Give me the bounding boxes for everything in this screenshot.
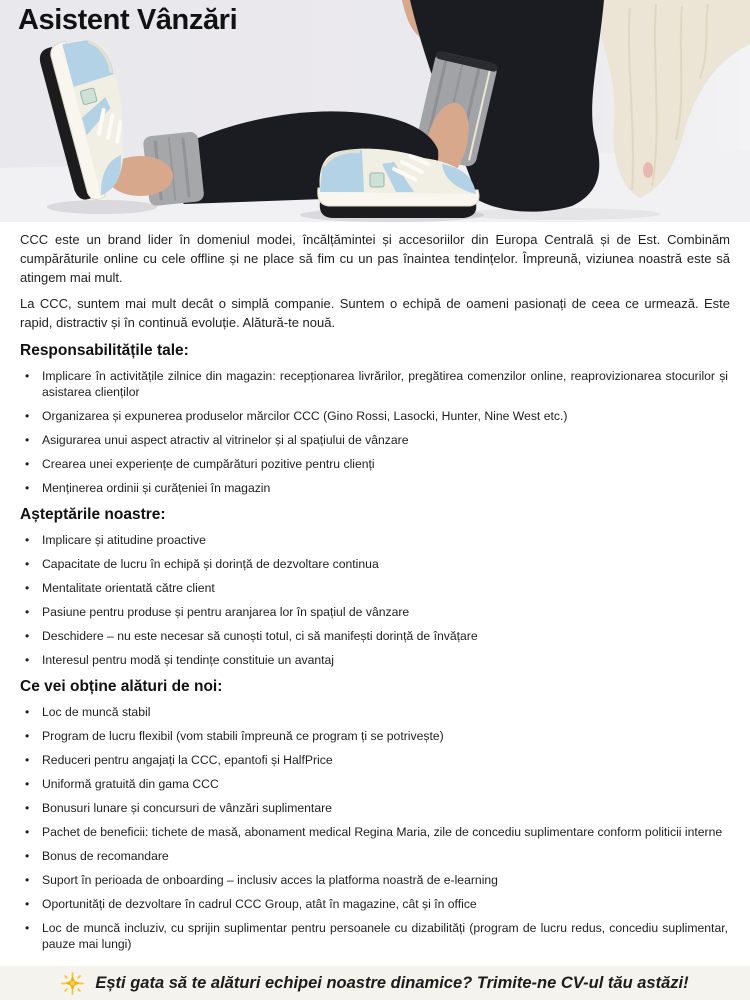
list-item: • Pasiune pentru produse și pentru aranjarea lor în spațiul de vânzare	[20, 604, 730, 620]
footer-banner	[0, 966, 750, 1000]
list-item: • Asigurarea unui aspect atractiv al vitrinelor și al spațiului de vânzare	[20, 432, 730, 448]
list-item: • Pachet de beneficii: tichete de masă, abonament medical Regina Maria, zile de concediu suplimentare conform politicii interne	[20, 824, 730, 840]
list-item: • Loc de muncă stabil	[20, 704, 730, 720]
list-item: • Implicare și atitudine proactive	[20, 532, 730, 548]
footer-cta-text: Ești gata să te alături echipei noastre dinamice? Trimite-ne CV-ul tău astăzi!	[95, 973, 689, 992]
list-item: • Crearea unei experiențe de cumpărături pozitive pentru clienți	[20, 456, 730, 472]
bullet-list	[20, 704, 730, 952]
list-item: • Uniformă gratuită din gama CCC	[20, 776, 730, 792]
section-heading: Ce vei obține alături de noi:	[20, 678, 223, 695]
page-title: Asistent Vânzări	[18, 4, 238, 36]
list-item: • Capacitate de lucru în echipă și dorință de dezvoltare continua	[20, 556, 730, 572]
hero-section	[0, 0, 750, 222]
section-heading: Așteptările noastre:	[20, 506, 166, 523]
list-item: • Mentalitate orientată către client	[20, 580, 730, 596]
list-item: • Interesul pentru modă și tendințe constituie un avantaj	[20, 652, 730, 668]
list-item: • Organizarea și expunerea produselor mărcilor CCC (Gino Rossi, Lasocki, Hunter, Nine West etc.)	[20, 408, 730, 424]
list-item: • Bonusuri lunare și concursuri de vânzări suplimentare	[20, 800, 730, 816]
section-heading: Responsabilitățile tale:	[20, 342, 189, 359]
intro-paragraph-1: CCC este un brand lider în domeniul modei, încălțămintei și accesoriilor din Europa Centrală și de Est. Combinăm cumpărăturile online cu cele offline și ne place să fim cu un pas înaintea tendințelor. Împreună, viziunea noastră este să atingem mai mult.	[20, 232, 730, 285]
list-item: • Oportunități de dezvoltare în cadrul CCC Group, atât în magazine, cât și în office	[20, 896, 730, 912]
section-expectations	[20, 505, 730, 668]
bullet-list	[20, 368, 730, 496]
job-description	[0, 222, 750, 952]
list-item: • Menținerea ordinii și curățeniei în magazin	[20, 480, 730, 496]
sparkle-icon	[61, 972, 84, 995]
section-responsibilities	[20, 341, 730, 496]
list-item: • Deschidere – nu este necesar să cunoști totul, ci să manifești dorință de învățare	[20, 628, 730, 644]
list-item: • Implicare în activitățile zilnice din magazin: recepționarea livrărilor, pregătirea comenzilor online, reaprovizionarea stocurilor și asistarea clienților	[20, 368, 730, 400]
list-item: • Loc de muncă incluziv, cu sprijin suplimentar pentru persoanele cu dizabilități (program de lucru redus, concediu suplimentar, pauze mai lungi)	[20, 920, 730, 952]
section-benefits	[20, 677, 730, 952]
bullet-list	[20, 532, 730, 668]
list-item: • Program de lucru flexibil (vom stabili împreună ce program ți se potrivește)	[20, 728, 730, 744]
intro-paragraph-2: La CCC, suntem mai mult decât o simplă companie. Suntem o echipă de oameni pasionați de ceea ce urmează. Este rapid, distractiv și în continuă evoluție. Alătură-te nouă.	[20, 296, 730, 330]
list-item: • Reduceri pentru angajați la CCC, epantofi și HalfPrice	[20, 752, 730, 768]
list-item: • Suport în perioada de onboarding – inclusiv acces la platforma noastră de e-learning	[20, 872, 730, 888]
list-item: • Bonus de recomandare	[20, 848, 730, 864]
